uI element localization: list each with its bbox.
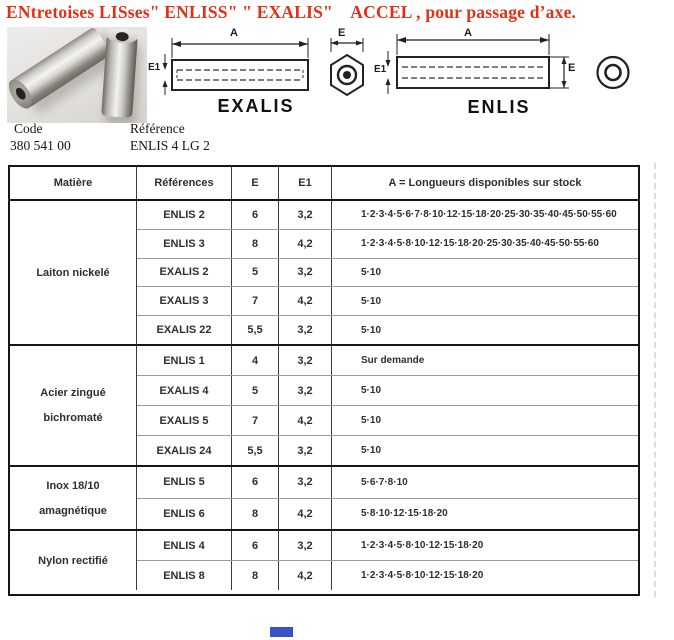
- material-cell: [10, 346, 137, 465]
- e-cell: 7: [232, 406, 279, 435]
- e-cell: 6: [232, 467, 279, 498]
- table-header: [10, 167, 638, 201]
- reference-cell: ENLIS 5: [137, 467, 232, 498]
- lengths-cell: Sur demande: [361, 355, 425, 366]
- table-row: [137, 531, 638, 560]
- page-edge-dashed-line: [654, 163, 656, 597]
- e1-cell: 3,2: [279, 531, 332, 560]
- material-line: Nylon rectifié: [38, 554, 108, 567]
- reference-label: Référence: [130, 121, 185, 136]
- table-row: [137, 560, 638, 590]
- lengths-cell: 5·10: [361, 266, 382, 278]
- code-label: Code: [14, 121, 43, 136]
- reference-cell: EXALIS 4: [137, 376, 232, 405]
- table-row: [137, 405, 638, 435]
- reference-value: ENLIS 4 LG 2: [130, 138, 210, 153]
- table-row: [137, 315, 638, 344]
- material-line: Laiton nickelé: [36, 266, 110, 279]
- e1-cell: 4,2: [279, 499, 332, 530]
- table-group: [10, 465, 638, 529]
- material-line: Inox 18/10: [46, 479, 100, 492]
- e1-cell: 4,2: [279, 561, 332, 590]
- table-group: [10, 529, 638, 590]
- spacer-cylinder-upright: [101, 34, 138, 118]
- reference-cell: ENLIS 2: [137, 201, 232, 229]
- material-cell: [10, 467, 137, 529]
- exalis-drawing: [158, 28, 336, 96]
- table-row: [137, 498, 638, 530]
- lengths-cell: 5·10: [361, 324, 382, 336]
- bottom-marker: [270, 627, 293, 637]
- table-row: [137, 467, 638, 498]
- enlis-caption: ENLIS: [467, 97, 531, 117]
- enlis-drawing: [372, 28, 640, 98]
- hex-end-view: [325, 28, 373, 98]
- e-cell: 8: [232, 561, 279, 590]
- exalis-caption: EXALIS: [217, 96, 295, 116]
- reference-cell: ENLIS 4: [137, 531, 232, 560]
- e-cell: 8: [232, 230, 279, 258]
- reference-cell: EXALIS 3: [137, 287, 232, 315]
- dim-label-e-hex: E: [338, 27, 346, 39]
- lengths-cell: 5·10: [361, 445, 382, 456]
- table-row: [137, 201, 638, 229]
- material-line: bichromaté: [43, 412, 103, 424]
- lengths-cell: 5·10: [361, 295, 382, 307]
- reference-cell: EXALIS 5: [137, 406, 232, 435]
- table-row: [137, 286, 638, 315]
- header-cell-matiere: Matière: [10, 167, 137, 199]
- e-cell: 6: [232, 201, 279, 229]
- e-cell: 5,5: [232, 316, 279, 344]
- e1-cell: 3,2: [279, 376, 332, 405]
- group-rows: [137, 201, 638, 344]
- header-cell-lengths: A = Longueurs disponibles sur stock: [388, 177, 582, 189]
- lengths-cell: 5·10: [361, 385, 382, 396]
- e-cell: 5: [232, 376, 279, 405]
- e-cell: 8: [232, 499, 279, 530]
- header-cell-e1: E1: [279, 167, 332, 199]
- e1-cell: 3,2: [279, 201, 332, 229]
- dim-label-a-enlis: A: [464, 27, 472, 39]
- e1-cell: 4,2: [279, 230, 332, 258]
- lengths-cell: 1·2·3·4·5·8·10·12·15·18·20: [361, 570, 484, 581]
- table-row: [137, 229, 638, 258]
- e-cell: 4: [232, 346, 279, 375]
- product-photo: [7, 27, 147, 123]
- reference-cell: ENLIS 3: [137, 230, 232, 258]
- dim-label-e1-enlis: E1: [374, 64, 387, 75]
- header-cell-references: Références: [137, 167, 232, 199]
- e1-cell: 4,2: [279, 287, 332, 315]
- table-group: [10, 201, 638, 344]
- reference-cell: ENLIS 8: [137, 561, 232, 590]
- spacer-cylinder-angled: [10, 27, 112, 109]
- lengths-cell: 5·6·7·8·10: [361, 476, 408, 488]
- e1-cell: 3,2: [279, 436, 332, 465]
- e1-cell: 4,2: [279, 406, 332, 435]
- group-rows: [137, 346, 638, 465]
- e1-cell: 3,2: [279, 316, 332, 344]
- e1-cell: 3,2: [279, 259, 332, 287]
- dim-label-e-enlis: E: [568, 62, 576, 74]
- e-cell: 6: [232, 531, 279, 560]
- cylinder-body: [101, 34, 138, 118]
- lengths-cell: 1·2·3·4·5·8·10·12·15·18·20·25·30·35·40·45·50·55·60: [361, 238, 599, 250]
- reference-cell: EXALIS 24: [137, 436, 232, 465]
- spec-table: [8, 165, 640, 596]
- material-cell: [10, 531, 137, 590]
- table-body: [10, 201, 638, 594]
- material-line: amagnétique: [39, 504, 107, 517]
- table-group: [10, 344, 638, 465]
- dim-label-a-exalis: A: [230, 27, 238, 39]
- reference-cell: EXALIS 2: [137, 259, 232, 287]
- e1-cell: 3,2: [279, 346, 332, 375]
- table-row: [137, 435, 638, 465]
- e-cell: 7: [232, 287, 279, 315]
- table-row: [137, 375, 638, 405]
- lengths-cell: 1·2·3·4·5·8·10·12·15·18·20: [361, 540, 484, 551]
- reference-cell: ENLIS 1: [137, 346, 232, 375]
- table-row: [137, 346, 638, 375]
- table-row: [137, 258, 638, 287]
- reference-cell: EXALIS 22: [137, 316, 232, 344]
- lengths-cell: 5·8·10·12·15·18·20: [361, 508, 448, 520]
- e-cell: 5,5: [232, 436, 279, 465]
- dim-label-e1-exalis: E1: [148, 62, 161, 73]
- group-rows: [137, 531, 638, 590]
- material-cell: [10, 201, 137, 344]
- reference-cell: ENLIS 6: [137, 499, 232, 530]
- lengths-cell: 1·2·3·4·5·6·7·8·10·12·15·18·20·25·30·35·40·45·50·55·60: [361, 209, 617, 221]
- material-line: Acier zingué: [40, 387, 106, 399]
- page-title: ENtretoises LISses" ENLISS" " EXALIS" ACCEL , pour passage d’axe.: [6, 2, 577, 22]
- lengths-cell: 5·10: [361, 415, 382, 426]
- header-cell-e: E: [232, 167, 279, 199]
- e1-cell: 3,2: [279, 467, 332, 498]
- code-value: 380 541 00: [10, 138, 71, 153]
- group-rows: [137, 467, 638, 529]
- e-cell: 5: [232, 259, 279, 287]
